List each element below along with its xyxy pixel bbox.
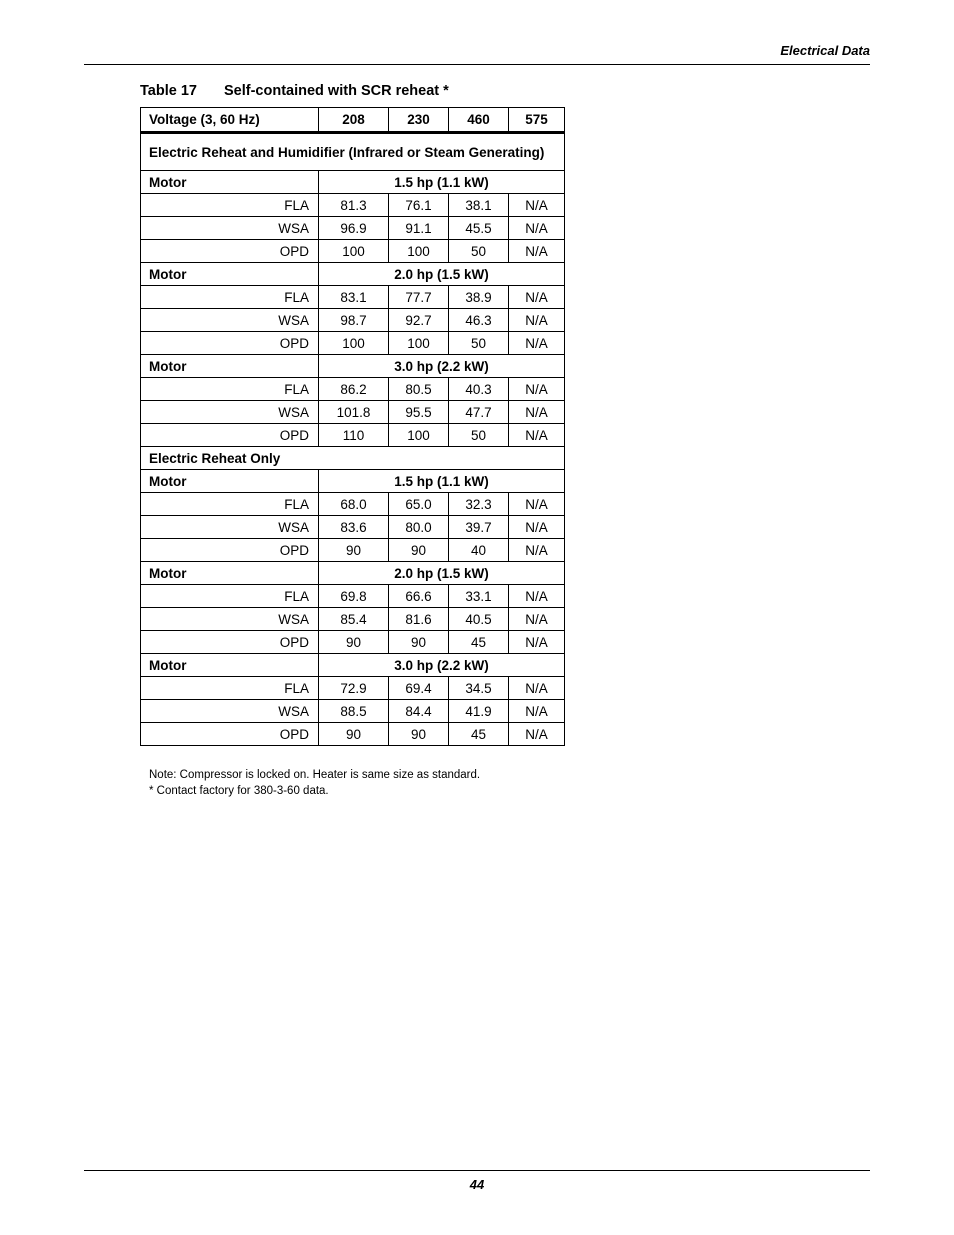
motor-row (141, 654, 565, 677)
row-label: FLA (141, 493, 319, 516)
table-row (141, 424, 565, 447)
value-cell: 81.3 (319, 194, 389, 217)
motor-row (141, 562, 565, 585)
value-cell: 110 (319, 424, 389, 447)
motor-label: Motor (141, 562, 319, 585)
value-cell: 40.3 (449, 378, 509, 401)
value-cell: N/A (509, 700, 565, 723)
table-row (141, 723, 565, 746)
value-cell: 65.0 (389, 493, 449, 516)
motor-label: Motor (141, 654, 319, 677)
value-cell: 92.7 (389, 309, 449, 332)
value-cell: N/A (509, 608, 565, 631)
row-label: FLA (141, 585, 319, 608)
value-cell: 33.1 (449, 585, 509, 608)
table-row (141, 194, 565, 217)
value-cell: N/A (509, 539, 565, 562)
value-cell: 84.4 (389, 700, 449, 723)
table-row (141, 677, 565, 700)
value-cell: 90 (319, 723, 389, 746)
row-label: FLA (141, 677, 319, 700)
value-cell: 45 (449, 631, 509, 654)
value-cell: 72.9 (319, 677, 389, 700)
motor-row (141, 355, 565, 378)
motor-horsepower: 3.0 hp (2.2 kW) (319, 355, 565, 378)
row-label: FLA (141, 286, 319, 309)
row-label: OPD (141, 240, 319, 263)
value-cell: 32.3 (449, 493, 509, 516)
value-cell: 86.2 (319, 378, 389, 401)
value-cell: 100 (389, 332, 449, 355)
value-cell: 38.9 (449, 286, 509, 309)
value-cell: 68.0 (319, 493, 389, 516)
value-cell: 45.5 (449, 217, 509, 240)
value-cell: 95.5 (389, 401, 449, 424)
motor-label: Motor (141, 355, 319, 378)
column-header-460: 460 (449, 108, 509, 133)
value-cell: 90 (319, 631, 389, 654)
value-cell: N/A (509, 309, 565, 332)
value-cell: N/A (509, 401, 565, 424)
column-header-voltage: Voltage (3, 60 Hz) (141, 108, 319, 133)
section-header-row (141, 133, 565, 171)
value-cell: N/A (509, 516, 565, 539)
table-row (141, 240, 565, 263)
value-cell: N/A (509, 217, 565, 240)
value-cell: 50 (449, 424, 509, 447)
value-cell: 80.0 (389, 516, 449, 539)
value-cell: 83.1 (319, 286, 389, 309)
value-cell: N/A (509, 378, 565, 401)
value-cell: 50 (449, 240, 509, 263)
value-cell: 40.5 (449, 608, 509, 631)
value-cell: 41.9 (449, 700, 509, 723)
value-cell: N/A (509, 585, 565, 608)
value-cell: 80.5 (389, 378, 449, 401)
table-row (141, 516, 565, 539)
row-label: WSA (141, 516, 319, 539)
table-row (141, 493, 565, 516)
table-header-row (141, 108, 565, 133)
section-title: Electric Reheat and Humidifier (Infrared or Steam Generating) (141, 133, 565, 171)
row-label: OPD (141, 424, 319, 447)
table-row (141, 631, 565, 654)
table-row (141, 700, 565, 723)
page-number: 44 (469, 1177, 485, 1192)
value-cell: 34.5 (449, 677, 509, 700)
electrical-data-table (140, 107, 565, 746)
value-cell: 66.6 (389, 585, 449, 608)
value-cell: 47.7 (449, 401, 509, 424)
row-label: WSA (141, 401, 319, 424)
value-cell: N/A (509, 286, 565, 309)
row-label: WSA (141, 608, 319, 631)
row-label: OPD (141, 631, 319, 654)
value-cell: 45 (449, 723, 509, 746)
row-label: OPD (141, 332, 319, 355)
value-cell: 100 (319, 240, 389, 263)
value-cell: 96.9 (319, 217, 389, 240)
table-row (141, 309, 565, 332)
value-cell: 90 (389, 631, 449, 654)
table-row (141, 608, 565, 631)
value-cell: 50 (449, 332, 509, 355)
row-label: WSA (141, 309, 319, 332)
value-cell: 83.6 (319, 516, 389, 539)
table-row (141, 286, 565, 309)
value-cell: 90 (389, 539, 449, 562)
row-label: OPD (141, 539, 319, 562)
table-row (141, 401, 565, 424)
value-cell: N/A (509, 677, 565, 700)
motor-row (141, 263, 565, 286)
row-label: FLA (141, 194, 319, 217)
value-cell: 76.1 (389, 194, 449, 217)
value-cell: 100 (389, 240, 449, 263)
value-cell: 90 (319, 539, 389, 562)
row-label: WSA (141, 700, 319, 723)
running-header: Electrical Data (780, 43, 870, 58)
column-header-208: 208 (319, 108, 389, 133)
header-rule (84, 64, 870, 65)
value-cell: 85.4 (319, 608, 389, 631)
row-label: FLA (141, 378, 319, 401)
value-cell: N/A (509, 424, 565, 447)
column-header-230: 230 (389, 108, 449, 133)
row-label: OPD (141, 723, 319, 746)
motor-horsepower: 2.0 hp (1.5 kW) (319, 263, 565, 286)
value-cell: 81.6 (389, 608, 449, 631)
value-cell: 98.7 (319, 309, 389, 332)
table-row (141, 585, 565, 608)
value-cell: N/A (509, 332, 565, 355)
motor-horsepower: 3.0 hp (2.2 kW) (319, 654, 565, 677)
note-compressor: Note: Compressor is locked on. Heater is same size as standard. (149, 769, 481, 781)
value-cell: 69.8 (319, 585, 389, 608)
value-cell: 100 (319, 332, 389, 355)
value-cell: 38.1 (449, 194, 509, 217)
footer-rule (84, 1170, 870, 1171)
section-title: Electric Reheat Only (141, 447, 565, 470)
table-title: Self-contained with SCR reheat * (224, 83, 449, 99)
motor-horsepower: 2.0 hp (1.5 kW) (319, 562, 565, 585)
column-header-575: 575 (509, 108, 565, 133)
motor-label: Motor (141, 470, 319, 493)
value-cell: 77.7 (389, 286, 449, 309)
row-label: WSA (141, 217, 319, 240)
table-row (141, 539, 565, 562)
table-row (141, 378, 565, 401)
value-cell: N/A (509, 493, 565, 516)
motor-label: Motor (141, 263, 319, 286)
table-row (141, 332, 565, 355)
value-cell: 101.8 (319, 401, 389, 424)
value-cell: 90 (389, 723, 449, 746)
value-cell: 100 (389, 424, 449, 447)
table-row (141, 217, 565, 240)
motor-horsepower: 1.5 hp (1.1 kW) (319, 470, 565, 493)
motor-horsepower: 1.5 hp (1.1 kW) (319, 171, 565, 194)
value-cell: 88.5 (319, 700, 389, 723)
motor-label: Motor (141, 171, 319, 194)
note-contact-factory: * Contact factory for 380-3-60 data. (149, 785, 329, 797)
value-cell: N/A (509, 194, 565, 217)
value-cell: N/A (509, 240, 565, 263)
value-cell: N/A (509, 631, 565, 654)
motor-row (141, 470, 565, 493)
value-cell: 69.4 (389, 677, 449, 700)
value-cell: 46.3 (449, 309, 509, 332)
section-header-row (141, 447, 565, 470)
value-cell: 39.7 (449, 516, 509, 539)
motor-row (141, 171, 565, 194)
table-number: Table 17 (140, 83, 197, 99)
value-cell: 91.1 (389, 217, 449, 240)
table-notes (149, 767, 480, 799)
value-cell: 40 (449, 539, 509, 562)
value-cell: N/A (509, 723, 565, 746)
table-caption (140, 83, 449, 99)
